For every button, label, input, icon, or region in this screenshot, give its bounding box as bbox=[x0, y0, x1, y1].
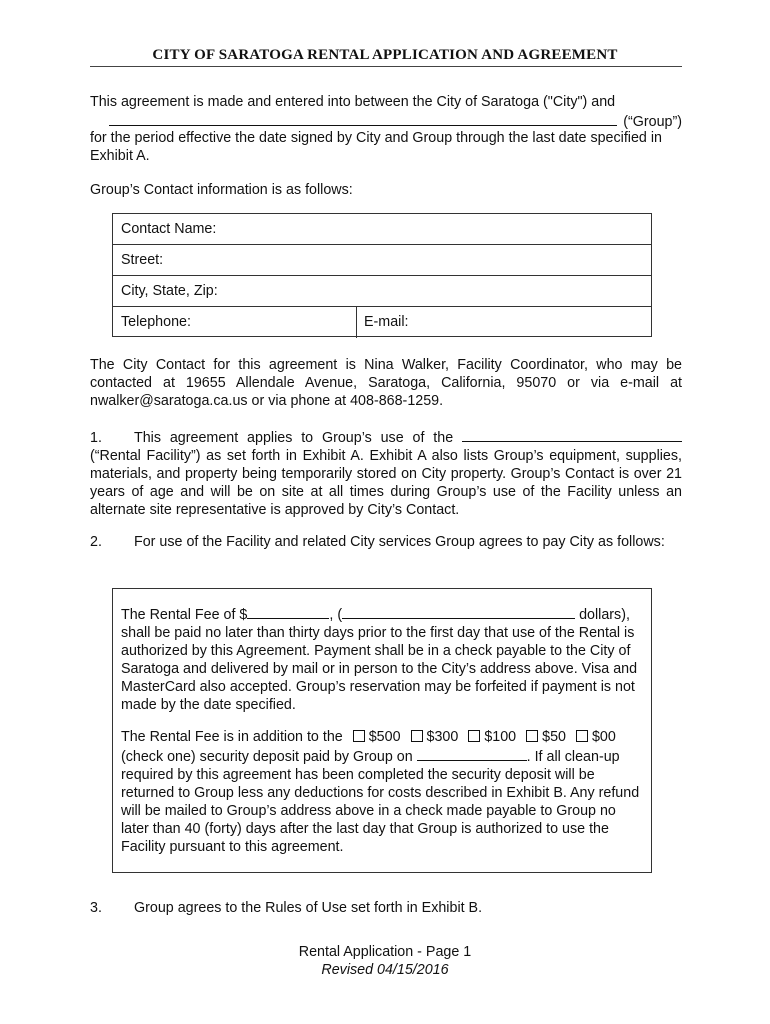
rental-fee-box bbox=[112, 588, 652, 873]
option-100: $100 bbox=[484, 729, 517, 745]
fee-words-blank[interactable] bbox=[342, 604, 575, 619]
fee-mid: , ( bbox=[329, 607, 343, 623]
checkbox-500[interactable] bbox=[353, 730, 365, 742]
rental-fee-paragraph bbox=[121, 604, 645, 714]
checkbox-300[interactable] bbox=[411, 730, 423, 742]
deposit-terms: . If all clean-up required by this agreement has been completed the security deposit will be returned to Group less any deductions for costs described in Exhibit B. Any refund will be mailed to Group’s address above in a check made payable to Group no later than 40 (forty) days after the last day that Group is authorized to use the Facility pursuant to this agreement. bbox=[121, 749, 640, 855]
item-1-text: (“Rental Facility”) as set forth in Exhibit A. Exhibit A also lists Group’s equipment, supplies, materials, and property being temporarily stored on City property. Group’s Contact is over 21 years of age and will be on site at all times during Group’s use of the Facility unless an alternate site representative is approved by City’s Contact. bbox=[90, 448, 682, 518]
group-name-blank[interactable] bbox=[109, 111, 617, 126]
fee-terms: shall be paid no later than thirty days prior to the first day that use of the Rental is authorized by this Agreement. Payment shall be in a check payable to the City of Saratoga and delivered by mail or in person to the City’s address above. Visa and MasterCard also accepted. Group’s reservation may be forfeited if payment is not made by the date specified. bbox=[121, 625, 638, 713]
option-500: $500 bbox=[368, 729, 401, 745]
group-label: (“Group”) bbox=[623, 114, 682, 130]
city-state-zip-label: City, State, Zip: bbox=[121, 283, 218, 299]
deposit-prefix: The Rental Fee is in addition to the bbox=[121, 729, 343, 745]
telephone-label: Telephone: bbox=[121, 314, 191, 330]
contact-intro: Group’s Contact information is as follows: bbox=[90, 182, 353, 198]
fee-dollars: dollars), bbox=[579, 607, 630, 623]
item-2-text: For use of the Facility and related City services Group agrees to pay City as follows: bbox=[134, 534, 665, 550]
fee-prefix: The Rental Fee of $ bbox=[121, 607, 248, 623]
option-300: $300 bbox=[426, 729, 459, 745]
contact-name-label: Contact Name: bbox=[121, 221, 217, 237]
deposit-paragraph bbox=[121, 728, 645, 856]
footer-revised-date: Revised 04/15/2016 bbox=[321, 962, 449, 978]
checkbox-50[interactable] bbox=[526, 730, 538, 742]
checkbox-100[interactable] bbox=[468, 730, 480, 742]
title-divider bbox=[90, 66, 682, 67]
email-label: E-mail: bbox=[364, 314, 409, 330]
deposit-date-blank[interactable] bbox=[417, 746, 527, 761]
item-1-paragraph bbox=[90, 427, 682, 519]
item-3-text: Group agrees to the Rules of Use set forth in Exhibit B. bbox=[134, 900, 483, 916]
intro-group-line bbox=[90, 111, 682, 131]
contact-info-table bbox=[112, 213, 652, 337]
row-divider bbox=[356, 307, 357, 338]
checkbox-00[interactable] bbox=[576, 730, 588, 742]
option-00: $00 bbox=[591, 729, 616, 745]
facility-blank[interactable] bbox=[462, 427, 682, 442]
item-1-number: 1. bbox=[90, 430, 102, 446]
item-3-number: 3. bbox=[90, 900, 102, 916]
item-3-paragraph bbox=[90, 899, 682, 917]
contact-name-row[interactable] bbox=[113, 214, 651, 245]
street-label: Street: bbox=[121, 252, 164, 268]
intro-line-3: for the period effective the date signed by City and Group through the last date specified in Exhibit A. bbox=[90, 130, 662, 164]
street-row[interactable] bbox=[113, 245, 651, 276]
document-title: CITY OF SARATOGA RENTAL APPLICATION AND AGREEMENT bbox=[152, 47, 618, 63]
deposit-mid: (check one) security deposit paid by Group on bbox=[121, 749, 413, 765]
telephone-email-row[interactable] bbox=[113, 307, 651, 338]
city-state-zip-row[interactable] bbox=[113, 276, 651, 307]
footer-page-label: Rental Application - Page 1 bbox=[298, 944, 472, 960]
item-2-number: 2. bbox=[90, 534, 102, 550]
item-1-lead: This agreement applies to Group’s use of the bbox=[134, 430, 454, 446]
fee-amount-blank[interactable] bbox=[247, 604, 329, 619]
option-50: $50 bbox=[542, 729, 566, 745]
item-2-paragraph bbox=[90, 533, 682, 551]
intro-line-1: This agreement is made and entered into between the City of Saratoga ("City") and bbox=[90, 94, 616, 110]
city-contact-paragraph: The City Contact for this agreement is Nina Walker, Facility Coordinator, who may be contacted at 19655 Allendale Avenue, Saratoga, California, 95070 or via e-mail at nwalker@saratoga.ca.us or via phone at 408-868-1259. bbox=[90, 357, 682, 409]
